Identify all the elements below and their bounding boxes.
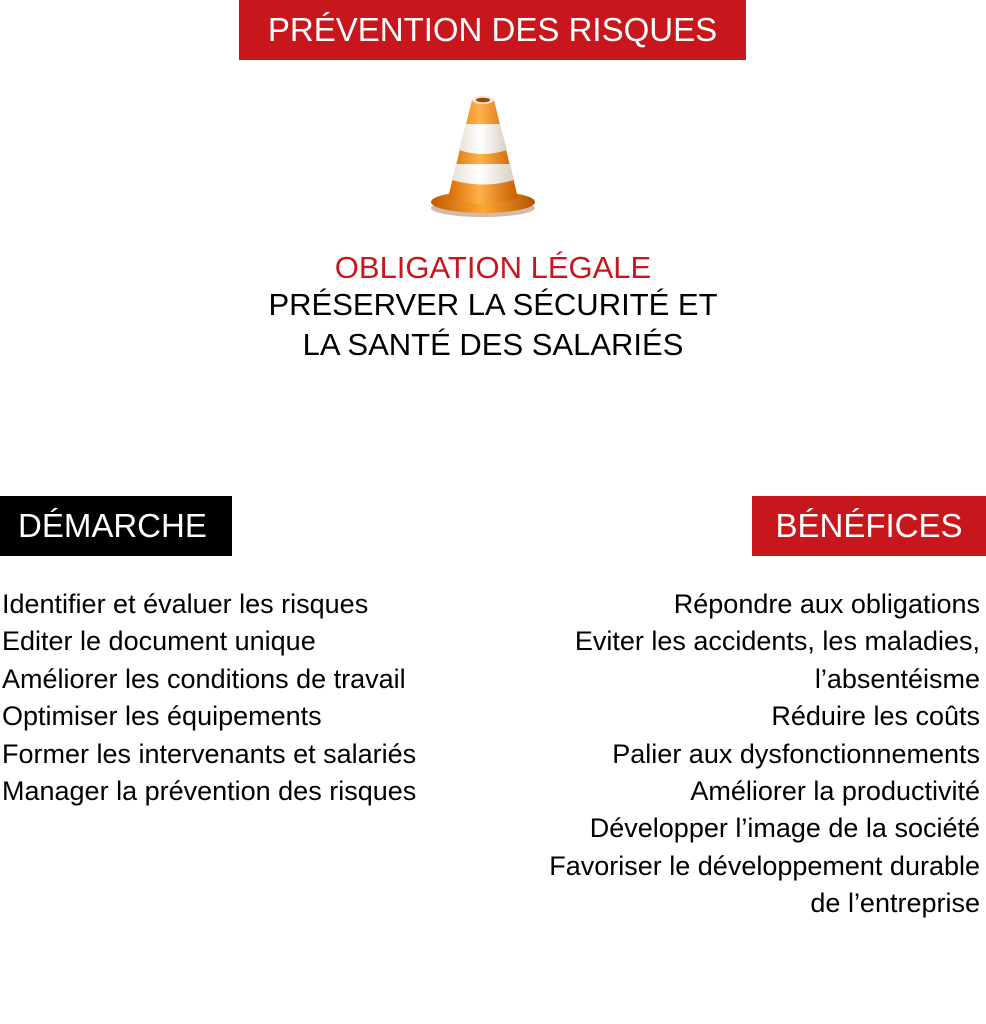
benefices-title: BÉNÉFICES — [775, 507, 963, 544]
traffic-cone-icon — [428, 92, 538, 218]
demarche-title: DÉMARCHE — [18, 507, 207, 544]
list-item: Optimiser les équipements — [2, 701, 322, 732]
list-item: Développer l’image de la société — [589, 813, 980, 844]
list-item: de l’entreprise — [810, 888, 980, 919]
demarche-banner — [0, 496, 232, 556]
list-item: Répondre aux obligations — [673, 589, 980, 619]
legal-obligation-heading: OBLIGATION LÉGALE — [334, 250, 652, 285]
intro-line-2: LA SANTÉ DES SALARIÉS — [302, 327, 684, 362]
list-item: l’absentéisme — [814, 663, 980, 694]
list-item: Réduire les coûts — [771, 701, 980, 732]
benefices-banner — [752, 496, 986, 556]
page-title: PRÉVENTION DES RISQUES — [267, 11, 718, 48]
intro-line-1: PRÉSERVER LA SÉCURITÉ ET — [268, 287, 718, 322]
benefices-list — [460, 586, 980, 923]
list-item: Palier aux dysfonctionnements — [612, 738, 980, 769]
list-item: Favoriser le développement durable — [549, 850, 980, 881]
list-item: Améliorer la productivité — [690, 776, 980, 807]
list-item: Former les intervenants et salariés — [2, 738, 417, 769]
page-title-banner — [239, 0, 746, 60]
list-item: Identifier et évaluer les risques — [2, 589, 369, 619]
list-item: Améliorer les conditions de travail — [2, 663, 406, 694]
list-item: Editer le document unique — [2, 626, 316, 657]
list-item: Manager la prévention des risques — [2, 776, 417, 807]
list-item: Eviter les accidents, les maladies, — [574, 626, 980, 657]
demarche-list — [2, 586, 502, 810]
